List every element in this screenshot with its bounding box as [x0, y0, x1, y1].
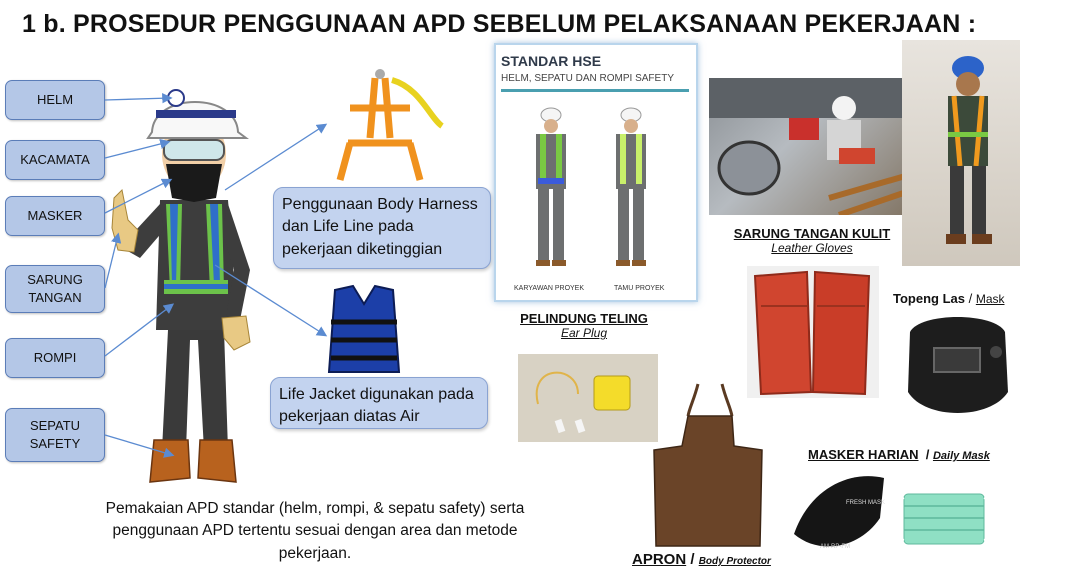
gloves-caption: [732, 226, 892, 255]
page-title: 1 b. PROSEDUR PENGGUNAAN APD SEBELUM PELAKSANAAN PEKERJAAN :: [22, 10, 977, 38]
welding-mask-image: [900, 312, 1015, 422]
daily-mask-subtitle: Daily Mask: [932, 450, 990, 462]
apron-subtitle: Body Protector: [698, 556, 771, 567]
daily-mask-sep: /: [918, 447, 933, 462]
welding-mask-caption: [893, 291, 1023, 306]
footer-text: Pemakaian APD standar (helm, rompi, & sepatu safety) serta penggunaan APD tertentu sesuai dengan area dan metode pekerjaan.: [105, 500, 525, 562]
hse-poster: [494, 43, 698, 302]
daily-mask-green-image: [888, 484, 1000, 556]
gloves-subtitle: Leather Gloves: [771, 241, 853, 255]
apron-title: APRON: [632, 551, 687, 568]
hse-right-caption: TAMU PROYEK: [614, 285, 665, 292]
daily-mask-print-2: AM-RP-FM: [820, 544, 850, 550]
daily-mask-print-1: FRESH MASK: [846, 500, 886, 506]
leather-gloves-photo: [747, 266, 879, 398]
harness-worker-figure: [902, 40, 1020, 266]
hse-left-caption: KARYAWAN PROYEK: [514, 285, 585, 292]
hse-poster-subtitle: HELM, SEPATU DAN ROMPI SAFETY: [501, 73, 674, 84]
callout-body-harness: [273, 187, 491, 269]
hse-poster-rule: [501, 89, 689, 92]
life-jacket-image: [325, 282, 403, 377]
ear-plug-shapes: [518, 354, 658, 442]
label-sarung-line2: TANGAN: [28, 290, 82, 305]
ear-plug-subtitle: Ear Plug: [560, 326, 608, 340]
welding-mask-title: Topeng Las: [893, 291, 965, 306]
welding-scene: [709, 78, 933, 215]
callout-life-jacket: [270, 377, 488, 429]
callout-harness-text: Penggunaan Body Harness dan Life Line pada pekerjaan diketinggian: [282, 196, 478, 258]
welding-mask-sep: /: [964, 291, 976, 306]
ear-plug-photo: [518, 354, 658, 442]
daily-mask-black-image: [790, 468, 890, 556]
gloves-title: SARUNG TANGAN KULIT: [733, 226, 891, 241]
apron-caption: [632, 551, 771, 568]
ear-plug-title: PELINDUNG TELING: [520, 311, 648, 326]
label-sarung-line1: SARUNG: [27, 272, 83, 288]
label-helm-text: HELM: [36, 92, 74, 108]
apron-image: [650, 380, 766, 550]
apron-sep: /: [686, 551, 699, 568]
welding-mask-subtitle: Mask: [975, 292, 1005, 306]
callout-jacket-text: Life Jacket digunakan pada pekerjaan diatas Air: [279, 386, 474, 426]
hse-poster-title: STANDAR HSE: [501, 53, 602, 69]
welding-worker-photo: [709, 78, 933, 215]
daily-mask-caption: [808, 447, 990, 462]
label-sepatu-line2: SAFETY: [29, 436, 81, 451]
worker-harness-photo: [902, 40, 1020, 266]
label-masker-text: MASKER: [27, 208, 83, 224]
label-kacamata-text: KACAMATA: [20, 152, 90, 168]
daily-mask-title: MASKER HARIAN: [808, 447, 919, 462]
ear-plug-caption: [514, 311, 654, 340]
hse-poster-figures: [516, 100, 686, 280]
label-sepatu-line1: SEPATU: [29, 418, 81, 434]
body-harness-image: [330, 68, 450, 183]
gloves-shapes: [747, 266, 879, 398]
label-rompi-text: ROMPI: [33, 350, 77, 366]
